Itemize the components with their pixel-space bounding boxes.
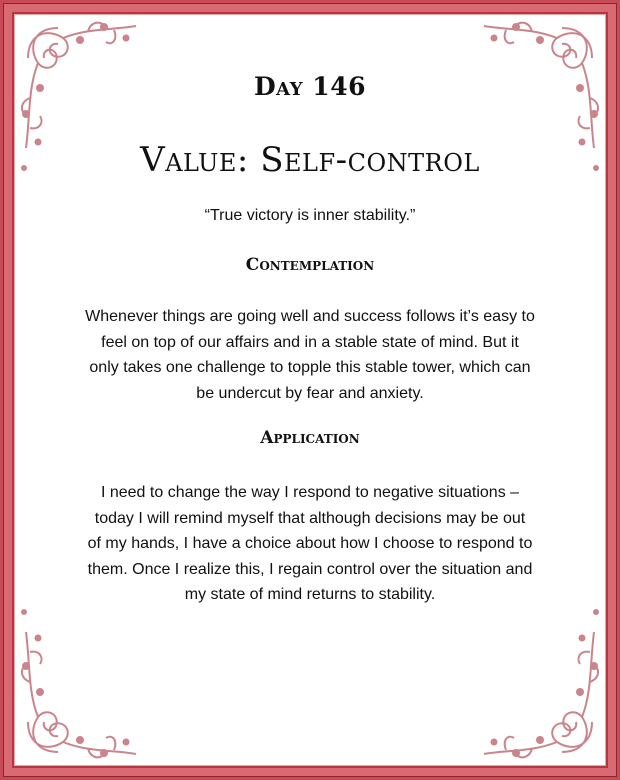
application-line: of my hands, I have a choice about how I choose to respond to xyxy=(87,535,533,552)
contemplation-line: only takes one challenge to topple this stable tower, which can xyxy=(89,359,531,376)
contemplation-line: feel on top of our affairs and in a stable state of mind. But it xyxy=(101,333,519,351)
application-line: my state of mind returns to stability. xyxy=(184,586,436,603)
application-heading: Application xyxy=(260,428,360,448)
day-heading: Day 146 xyxy=(254,72,366,101)
contemplation-line: be undercut by fear and anxiety. xyxy=(196,384,424,402)
application-paragraph xyxy=(50,480,570,608)
contemplation-heading: Contemplation xyxy=(245,255,375,275)
application-line: I need to change the way I respond to negative situations – xyxy=(100,484,520,501)
contemplation-line: Whenever things are going well and success follows it’s easy to xyxy=(85,308,535,325)
quote: “True victory is inner stability.” xyxy=(204,207,416,224)
contemplation-paragraph xyxy=(50,304,570,406)
value-title: Value: Self-control xyxy=(140,140,480,180)
application-line: them. Once I realize this, I regain control over the situation and xyxy=(87,560,533,578)
application-line: today I will remind myself that although decisions may be out xyxy=(94,509,526,527)
